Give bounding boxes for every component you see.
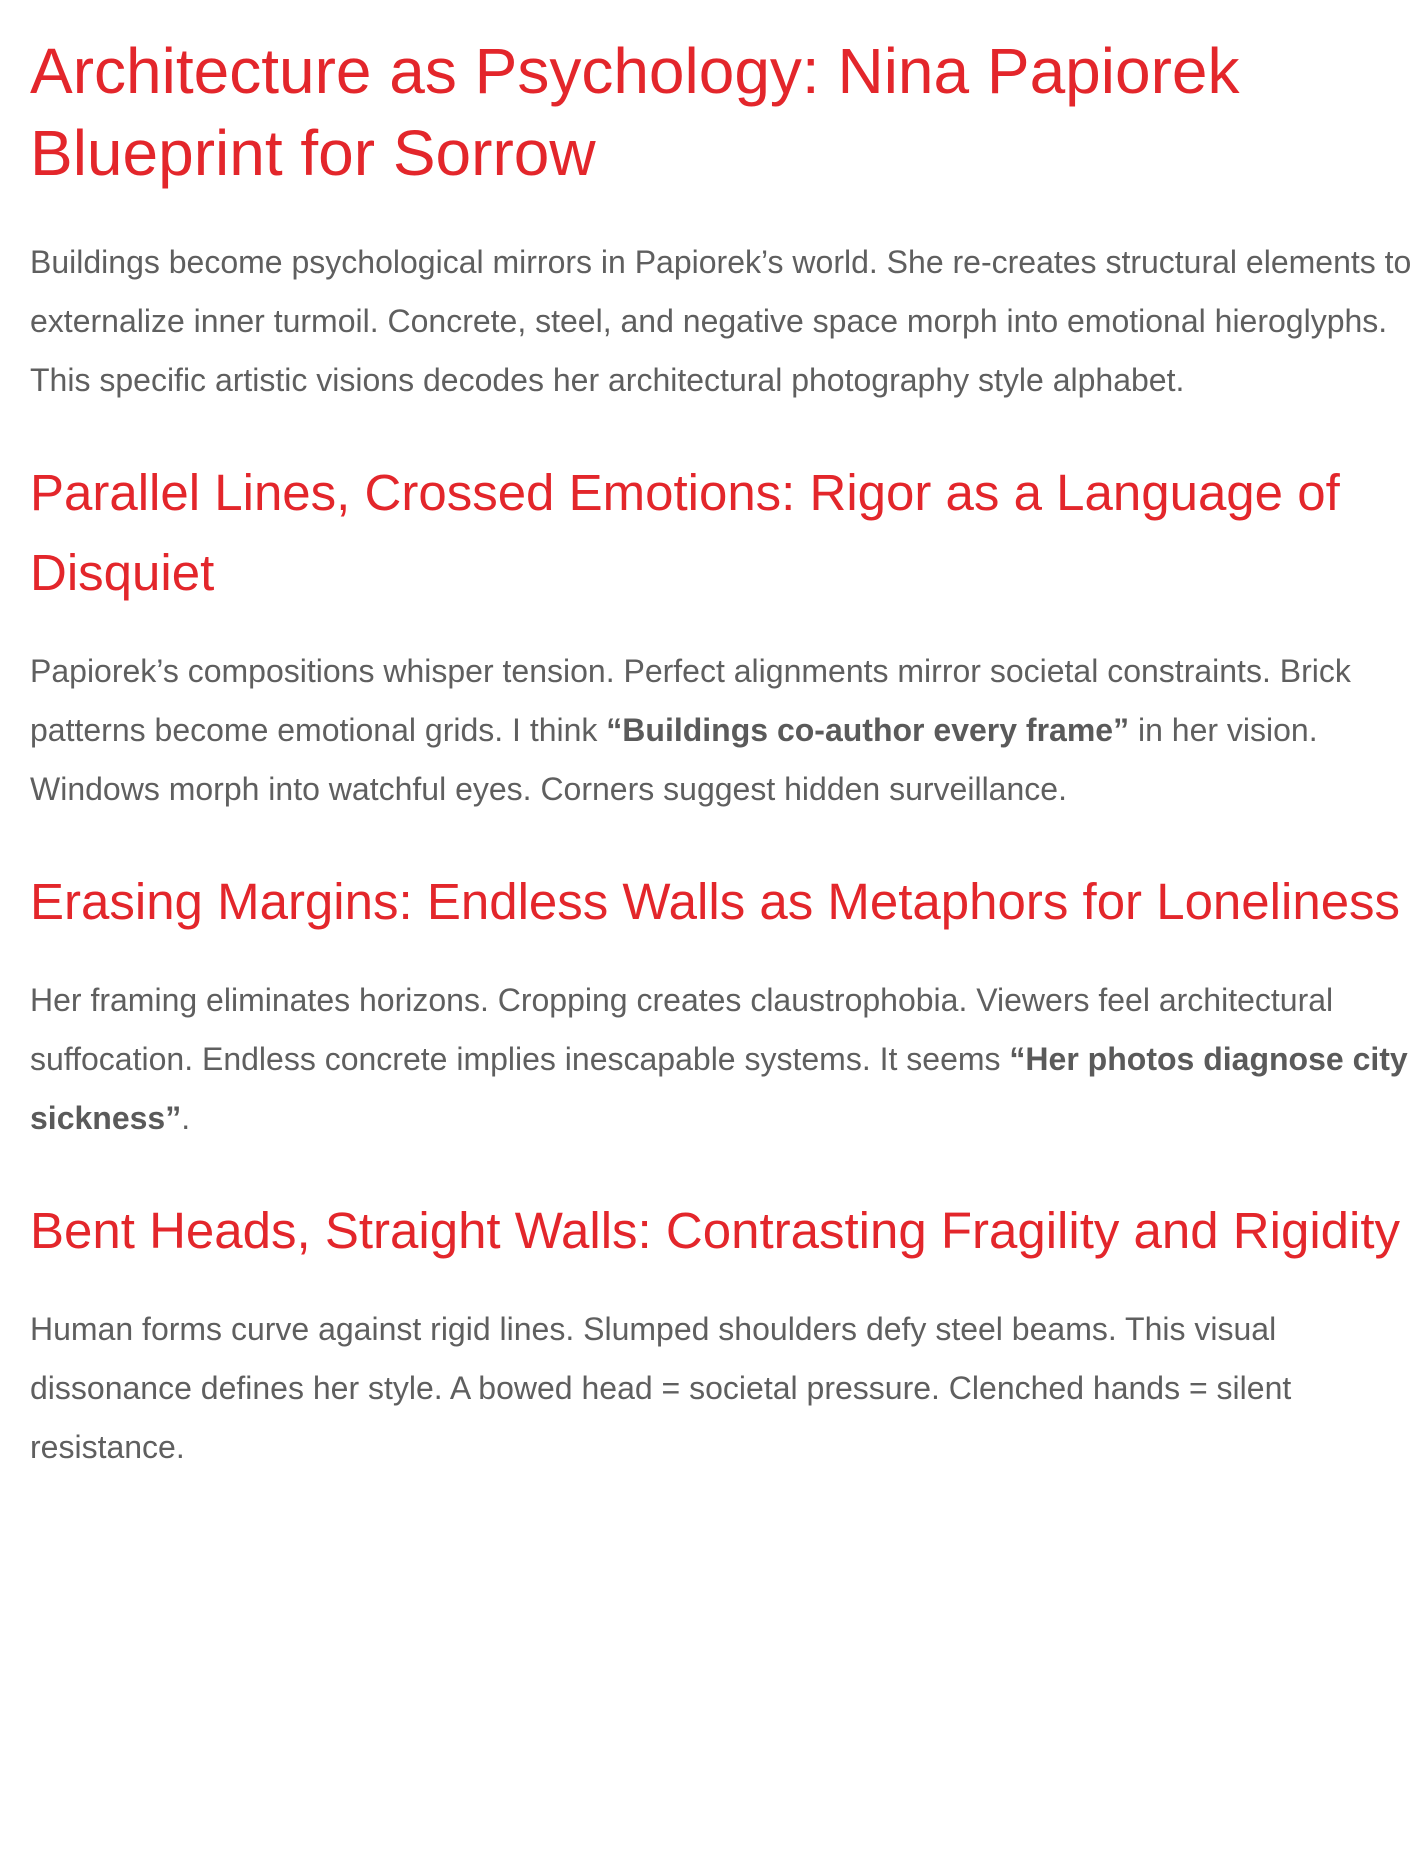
section-heading-parallel-lines: Parallel Lines, Crossed Emotions: Rigor as a Language of Disquiet — [30, 464, 1340, 601]
paragraph-erasing-margins — [30, 971, 1428, 1148]
paragraph-text: Papiorek’s compositions whisper tension. Perfect alignments mirror societal constraints. Brick patterns become emotional grids. I think — [30, 653, 1351, 748]
quote-emphasis: “Buildings co-author every frame” — [606, 712, 1130, 748]
article-title: Architecture as Psychology: Nina Papiorek Blueprint for Sorrow — [30, 35, 1240, 189]
quote-emphasis: “Her photos diagnose city sickness” — [30, 1041, 1408, 1136]
intro-paragraph: Buildings become psychological mirrors in Papiorek’s world. She re-creates structural elements to externalize inner turmoil. Concrete, steel, and negative space morph into emotional hieroglyphs. This specific artistic visions decodes her architectural photography style alphabet. — [30, 244, 1412, 398]
paragraph-bent-heads: Human forms curve against rigid lines. Slumped shoulders defy steel beams. This visual dissonance defines her style. A bowed head = societal pressure. Clenched hands = silent resistance. — [30, 1311, 1292, 1465]
paragraph-text: in her vision. Windows morph into watchful eyes. Corners suggest hidden surveillance. — [30, 712, 1318, 807]
section-heading-bent-heads: Bent Heads, Straight Walls: Contrasting Fragility and Rigidity — [30, 1202, 1401, 1259]
paragraph-parallel-lines — [30, 642, 1428, 819]
section-heading-erasing-margins: Erasing Margins: Endless Walls as Metaphors for Loneliness — [30, 873, 1401, 930]
paragraph-text: . — [181, 1100, 191, 1136]
paragraph-text: Her framing eliminates horizons. Cropping creates claustrophobia. Viewers feel architectural suffocation. Endless concrete implies inescapable systems. It seems — [30, 982, 1334, 1077]
